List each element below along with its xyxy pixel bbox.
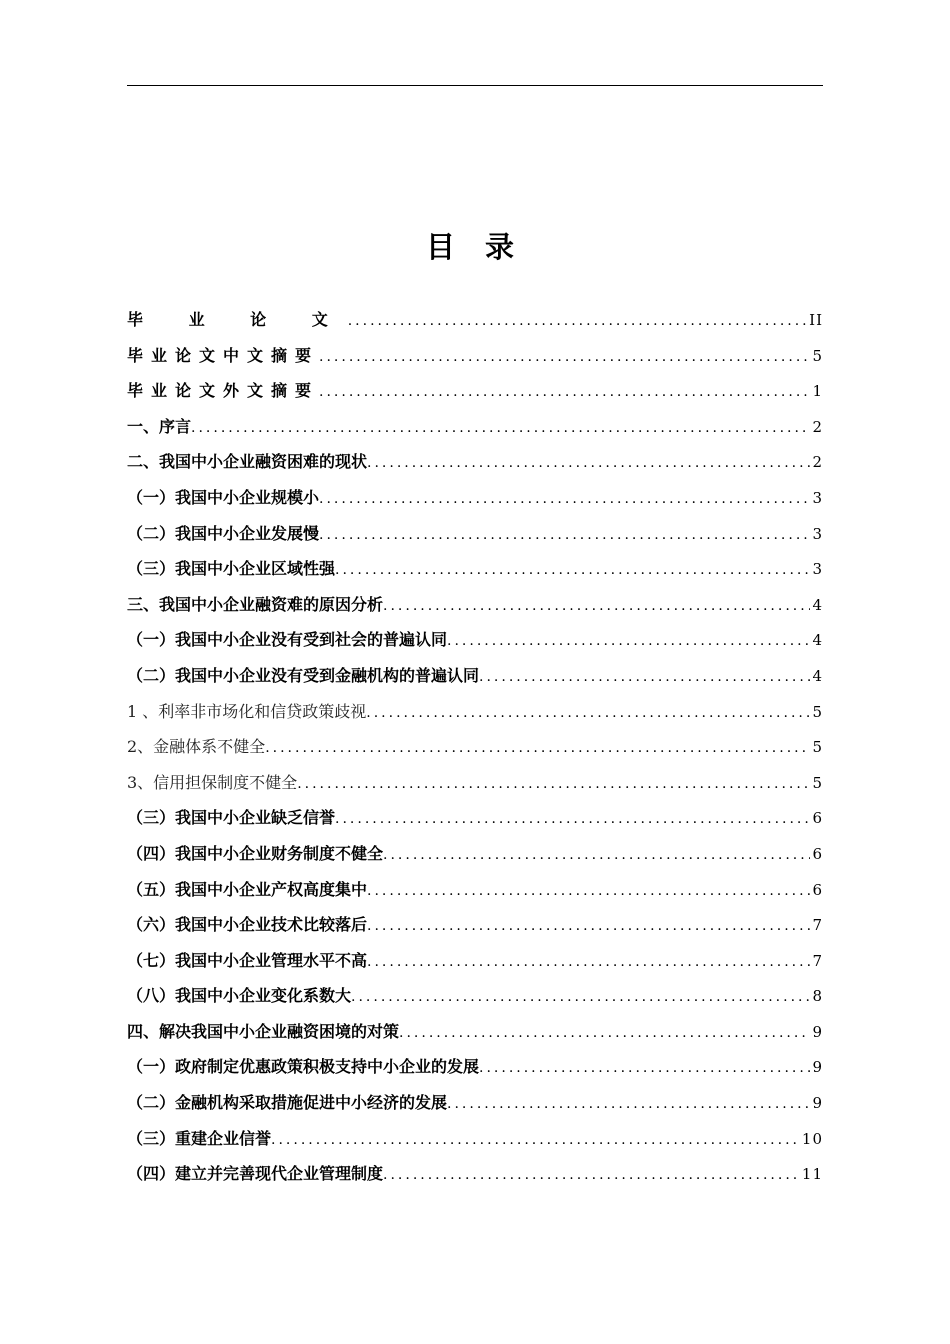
toc-entry-page: 6 [812,880,823,899]
toc-leader-dots [265,731,810,767]
toc-entry-label: （一）我国中小企业规模小 [127,487,320,507]
toc-entry[interactable] [127,302,823,338]
toc-leader-dots [319,340,810,376]
toc-entry-page: 9 [812,1058,823,1077]
toc-leader-dots [191,411,810,447]
toc-entry-label: （一）政府制定优惠政策积极支持中小企业的发展 [127,1057,480,1077]
toc-leader-dots [335,802,810,838]
toc-leader-dots [319,518,810,554]
toc-entry-label: （六）我国中小企业技术比较落后 [127,915,368,935]
toc-entry[interactable] [127,587,823,623]
toc-entry-label: 毕 业 论 文 [127,310,348,329]
toc-entry[interactable] [127,694,823,730]
toc-entry-label: （三）我国中小企业区域性强 [127,559,336,579]
toc-entry[interactable] [127,444,823,480]
toc-leader-dots [335,553,810,589]
toc-leader-dots [367,446,810,482]
toc-entry[interactable] [127,551,823,587]
toc-entry-label: 三、我国中小企业融资难的原因分析 [127,594,384,614]
toc-entry[interactable] [127,622,823,658]
toc-leader-dots [479,1051,810,1087]
toc-leader-dots [447,624,810,660]
toc-entry-label: （一）我国中小企业没有受到社会的普遍认同 [127,630,448,650]
toc-entry-page: 5 [812,773,823,792]
toc-entry-label: （三）重建企业信誉 [127,1128,272,1148]
toc-entry-label: 1 、利率非市场化和信贷政策歧视 [127,701,367,721]
toc-entry[interactable] [127,658,823,694]
toc-entry[interactable] [127,1085,823,1121]
toc-entry-label: 3、信用担保制度不健全 [127,772,298,792]
toc-entry[interactable] [127,409,823,445]
toc-entry[interactable] [127,872,823,908]
toc-entry-page: 6 [812,809,823,828]
toc-entry-page: 4 [812,595,823,614]
toc-entry-page: 3 [812,524,823,543]
toc-leader-dots [383,838,810,874]
toc-entry-label: 一、序言 [127,416,192,436]
toc-entry[interactable] [127,373,823,409]
toc-leader-dots [479,660,810,696]
toc-entry-page: II [809,311,823,329]
toc-entry-label: 毕业论文外文摘要 [127,381,320,401]
toc-leader-dots [348,304,807,340]
toc-entry[interactable] [127,907,823,943]
toc-entry-label: （八）我国中小企业变化系数大 [127,986,352,1006]
toc-entry-page: 3 [812,488,823,507]
toc-entry-page: 5 [812,738,823,757]
toc-entry-label: 二、我国中小企业融资困难的现状 [127,452,368,472]
toc-entry-label: （四）我国中小企业财务制度不健全 [127,843,384,863]
toc-entry-page: 3 [812,560,823,579]
toc-title: 目 录 [425,230,525,265]
toc-entry[interactable] [127,836,823,872]
toc-entry[interactable] [127,978,823,1014]
toc-leader-dots [271,1123,800,1159]
header-rule [127,85,823,86]
toc-entry-label: （二）我国中小企业没有受到金融机构的普遍认同 [127,665,480,685]
toc-entry-page: 8 [812,987,823,1006]
toc-entry[interactable] [127,1121,823,1157]
toc-entry-page: 1 [812,382,823,401]
toc-leader-dots [367,909,810,945]
toc-entry-label: （四）建立并完善现代企业管理制度 [127,1164,384,1184]
toc-entry-label: 四、解决我国中小企业融资困境的对策 [127,1021,400,1041]
table-of-contents [127,302,823,1192]
toc-entry[interactable] [127,516,823,552]
toc-leader-dots [319,482,810,518]
toc-entry[interactable] [127,338,823,374]
toc-entry-page: 5 [812,702,823,721]
toc-leader-dots [297,767,810,803]
toc-entry[interactable] [127,943,823,979]
toc-entry-page: 2 [812,453,823,472]
toc-leader-dots [383,1158,800,1194]
toc-entry-page: 10 [801,1129,823,1148]
toc-entry-label: （二）金融机构采取措施促进中小经济的发展 [127,1093,448,1113]
toc-leader-dots [319,375,810,411]
toc-entry-label: （七）我国中小企业管理水平不高 [127,950,368,970]
toc-entry[interactable] [127,1014,823,1050]
toc-entry-page: 5 [812,346,823,365]
toc-entry[interactable] [127,729,823,765]
toc-entry-label: 2、金融体系不健全 [127,737,266,757]
toc-leader-dots [351,980,810,1016]
toc-entry-page: 4 [812,631,823,650]
toc-leader-dots [383,589,810,625]
toc-entry-page: 6 [812,844,823,863]
toc-leader-dots [367,874,810,910]
toc-entry[interactable] [127,1049,823,1085]
toc-entry-page: 7 [812,916,823,935]
toc-entry[interactable] [127,800,823,836]
toc-leader-dots [366,696,810,732]
toc-entry[interactable] [127,480,823,516]
toc-leader-dots [367,945,810,981]
toc-entry-page: 11 [801,1165,823,1184]
toc-entry-page: 2 [812,417,823,436]
toc-leader-dots [399,1016,810,1052]
toc-entry-label: 毕业论文中文摘要 [127,345,320,365]
toc-entry-label: （三）我国中小企业缺乏信誉 [127,808,336,828]
toc-entry-label: （五）我国中小企业产权高度集中 [127,879,368,899]
toc-entry-page: 7 [812,951,823,970]
toc-leader-dots [447,1087,810,1123]
toc-entry[interactable] [127,1156,823,1192]
toc-entry-page: 4 [812,666,823,685]
toc-entry-page: 9 [812,1094,823,1113]
toc-entry-page: 9 [812,1022,823,1041]
toc-entry-label: （二）我国中小企业发展慢 [127,523,320,543]
toc-entry[interactable] [127,765,823,801]
